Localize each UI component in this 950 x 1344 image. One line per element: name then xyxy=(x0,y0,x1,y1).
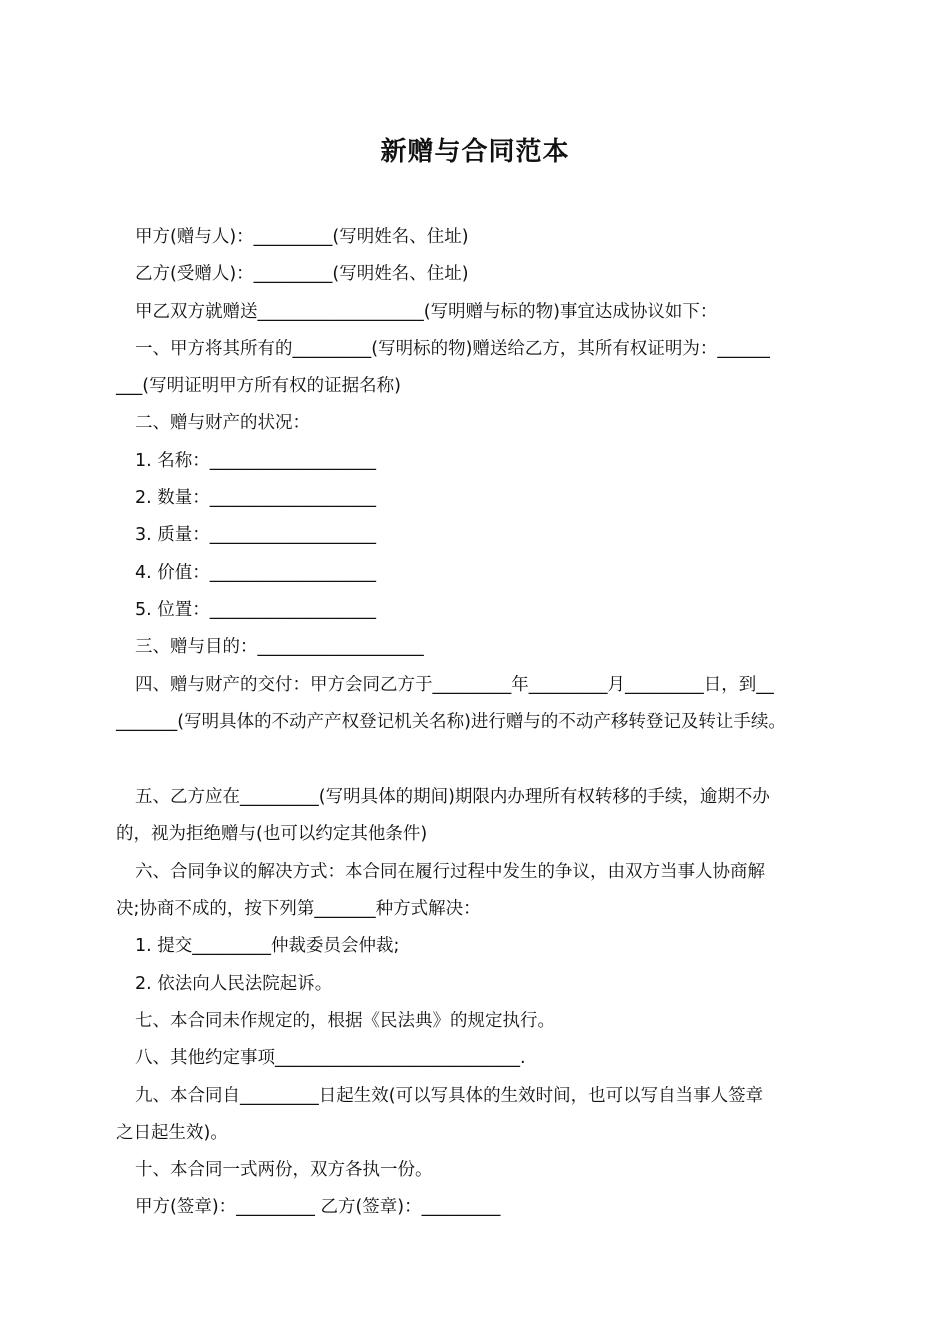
contract-body xyxy=(116,219,850,1227)
clause-1-line-1: 一、甲方将其所有的_________(写明标的物)赠送给乙方，其所有权证明为：______ xyxy=(135,338,770,359)
clause-6-line-1: 六、合同争议的解决方式：本合同在履行过程中发生的争议，由双方当事人协商解 xyxy=(135,861,765,882)
clause-5-line-2: 的，视为拒绝赠与(也可以约定其他条件) xyxy=(116,824,428,845)
clause-6-line-2: 决;协商不成的，按下列第_______种方式解决： xyxy=(116,899,481,920)
clause-2-item-quantity: 2. 数量：___________________ xyxy=(135,488,377,509)
party-b-line: 乙方(受赠人)：_________(写明姓名、住址) xyxy=(135,264,469,285)
clause-2-item-value: 4. 价值：___________________ xyxy=(135,562,377,583)
paragraph-gap xyxy=(116,741,850,779)
clause-4-line-2: _______(写明具体的不动产产权登记机关名称)进行赠与的不动产移转登记及转让手续。 xyxy=(116,711,786,732)
clause-6-option-1: 1. 提交_________仲裁委员会仲裁; xyxy=(135,936,400,957)
clause-2-item-quality: 3. 质量：___________________ xyxy=(135,525,377,546)
clause-2-item-name: 1. 名称：___________________ xyxy=(135,450,377,471)
clause-10-line: 十、本合同一式两份，双方各执一份。 xyxy=(135,1160,433,1181)
clause-3-line: 三、赠与目的：___________________ xyxy=(135,637,424,658)
party-a-line: 甲方(赠与人)：_________(写明姓名、住址) xyxy=(135,227,469,247)
signature-line: 甲方(签章)：_________ 乙方(签章)：_________ xyxy=(135,1197,501,1218)
clause-2-heading: 二、赠与财产的状况： xyxy=(135,413,310,434)
clause-1-line-2: ___(写明证明甲方所有权的证据名称) xyxy=(116,376,401,397)
clause-7-line: 七、本合同未作规定的，根据《民法典》的规定执行。 xyxy=(135,1010,555,1031)
clause-6-option-2: 2. 依法向人民法院起诉。 xyxy=(135,973,333,994)
agreement-intro-line: 甲乙双方就赠送___________________(写明赠与标的物)事宜达成协议如下： xyxy=(135,301,718,322)
clause-9-line-1: 九、本合同自_________日起生效(可以写具体的生效时间，也可以写自当事人签章 xyxy=(135,1085,764,1106)
clause-5-line-1: 五、乙方应在_________(写明具体的期间)期限内办理所有权转移的手续，逾期不办 xyxy=(135,787,770,808)
clause-8-line: 八、其他约定事项____________________________. xyxy=(135,1048,526,1069)
clause-2-item-location: 5. 位置：___________________ xyxy=(135,599,377,620)
clause-9-line-2: 之日起生效)。 xyxy=(116,1122,228,1143)
clause-4-line-1: 四、赠与财产的交付：甲方会同乙方于_________年_________月_________日，到__ xyxy=(135,674,774,695)
document-title: 新赠与合同范本 xyxy=(380,137,570,167)
